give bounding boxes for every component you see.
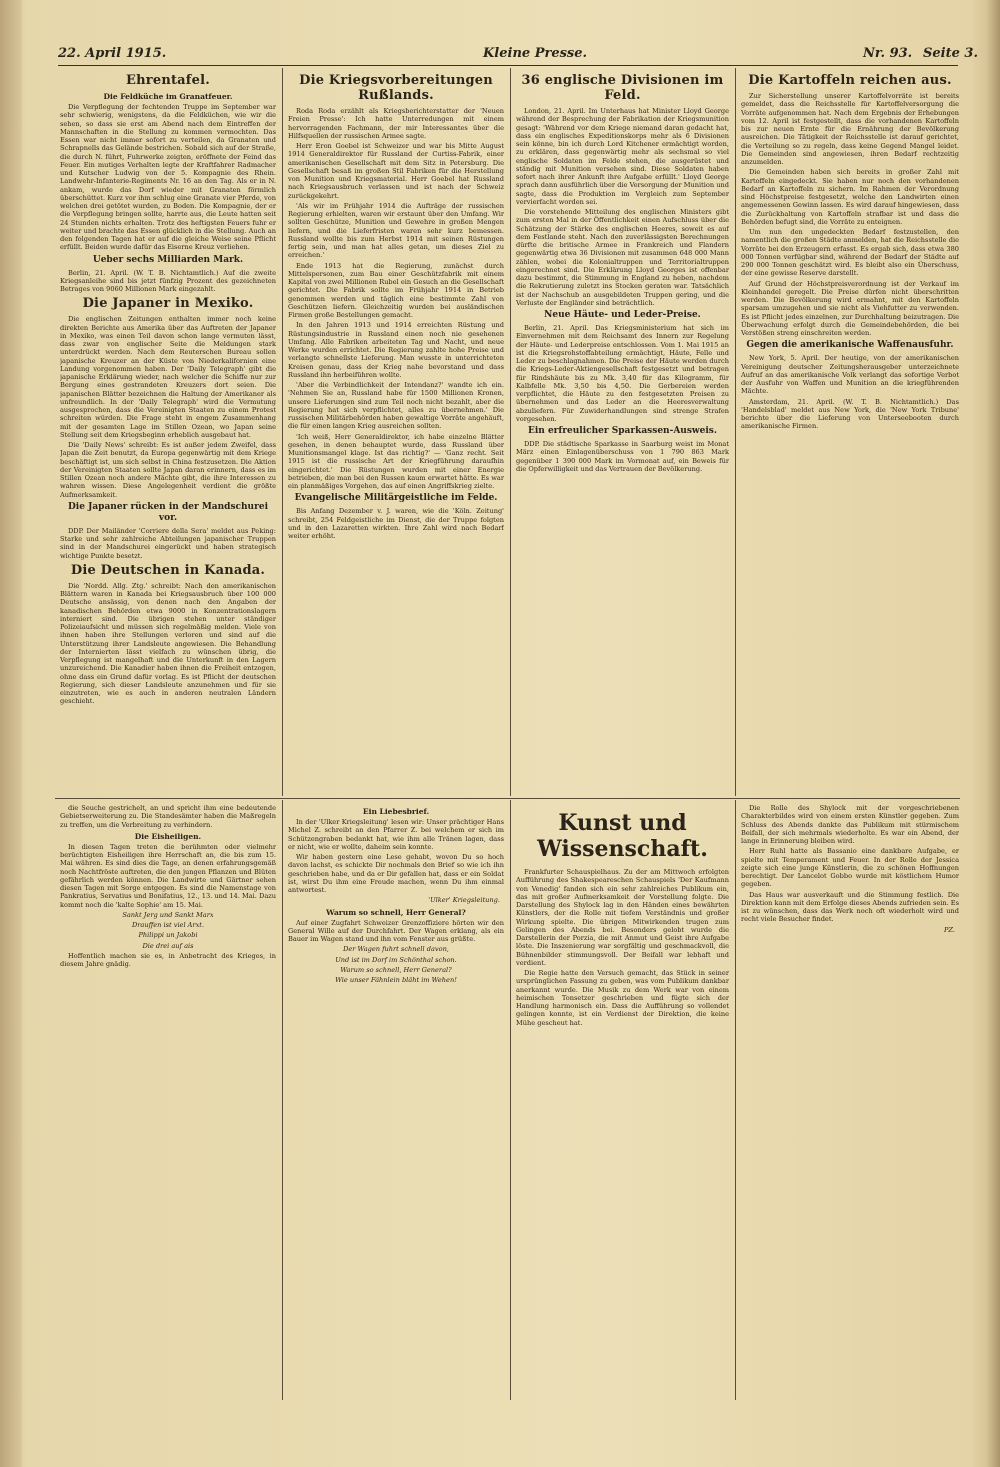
column-4 bbox=[741, 70, 959, 796]
feuilleton-column-3 bbox=[516, 804, 729, 1400]
feuilleton-column-4 bbox=[741, 804, 959, 1400]
article-text: 'Als wir im Frühjahr 1914 die Aufträge der russischen Regierung erhielten, waren wir erstaunt über den Umfang. Wir sollten Geschütze, Munition und Gewehre in großen Mengen liefern, und die Lieferfristen waren sehr kurz bemessen. Russland wollte bis zum Herbst 1914 mit seinen Rüstungen fertig sein, und man hat alles getan, um dieses Ziel zu erreichen.' bbox=[288, 201, 504, 260]
header-rule bbox=[58, 65, 958, 66]
article-text: Roda Roda erzählt als Kriegsberichterstatter der 'Neuen Freien Presse': Ich hatte Unterredungen mit einem hervorragenden Fachmann, der mir Interessantes über die Hilfsquellen der russischen Armee sagte. bbox=[288, 107, 504, 140]
column-rule bbox=[735, 800, 736, 1400]
article-title: Die Japaner rücken in der Mandschurei vor. bbox=[68, 501, 268, 523]
article-text: Die 'Nordd. Allg. Ztg.' schreibt: Nach den amerikanischen Blättern waren in Kanada bei Kriegsausbruch über 100 000 Deutsche ansässig, von denen nach den Angaben der kanadischen Behörden etwa 9000 in Konzentrationslagern interniert sind. Die übrigen stehen unter ständiger Polizeiaufsicht und müssen sich regelmäßig melden. Viele von ihnen haben ihre Stellungen verloren und sind auf die Unterstützung ihrer Landsleute angewiesen. Die Behandlung der Internierten lässt vielfach zu wünschen übrig, die Verpflegung ist mangelhaft und die Unterkunft in den Lagern unzureichend. Die Kanadier haben ihnen die Freiheit entzogen, ohne dass ein Grund dafür vorlag. Es ist Pflicht der deutschen Regierung, sich dieser Landsleute anzunehmen und für sie einzutreten, wie es auch in anderen neutralen Ländern geschieht. bbox=[60, 581, 276, 706]
feuilleton-column-1 bbox=[60, 804, 276, 1400]
article-text: Amsterdam, 21. April. (W. T. B. Nichtamtlich.) Das 'Handelsblad' meldet aus New York, die 'New York Tribune' berichte über die Lieferung von Unterseebooten durch amerikanische Firmen. bbox=[741, 397, 959, 431]
verse-line: Sankt Jerg und Sankt Marx bbox=[122, 910, 214, 919]
article-subtitle: Die Feldküche im Granatfeuer. bbox=[103, 92, 233, 101]
article-text: Die englischen Zeitungen enthalten immer noch keine direkten Berichte aus Amerika über das Auftreten der Japaner in Mexiko, was einen Teil davon schon lange vermuten lässt, dass zwar von englischer Seite die Meldungen stark unterdrückt werden. Nach dem Reuterschen Bureau sollen japanische Kreuzer an der Küste von Niederkalifornien eine Landung vorgenommen haben. Der 'Daily Telegraph' gibt die japanische Erklärung wieder, nach welcher die Schiffe nur zur Bergung eines gestrandeten Kreuzers dort seien. Die japanischen Blätter bezeichnen die Haltung der Amerikaner als unfreundlich. In der 'Daily Telegraph' wird die Vermutung ausgesprochen, dass die Vereinigten Staaten zu einem Protest schreiten würden. Die Frage steht in engem Zusammenhang mit der gesamten Lage im Stillen Ozean, wo Japan seine Stellung seit dem Kriegsbeginn erheblich ausgebaut hat. bbox=[60, 315, 276, 439]
article-title: Ueber sechs Milliarden Mark. bbox=[92, 254, 244, 265]
column-3 bbox=[516, 70, 729, 796]
article-title: Die Kriegsvorbereitungen Rußlands. bbox=[299, 73, 493, 103]
section-rule bbox=[55, 798, 960, 799]
article-text: In den Jahren 1913 und 1914 erreichten Rüstung und Rüstungsindustrie in Russland einen noch nie gesehenen Umfang. Alle Fabriken arbeiteten Tag und Nacht, und neue Werke wurden errichtet. Die Regierung zahlte hohe Preise und verlangte schnellste Lieferung. Man wusste in unterrichteten Kreisen genau, dass der Krieg nahe bevorstand und dass Russland ihn herbeiführen wollte. bbox=[288, 321, 504, 379]
article-title: Die Eisheiligen. bbox=[134, 831, 202, 841]
article-text: London, 21. April. Im Unterhaus hat Minister Lloyd George während der Besprechung der Fabrikation der Kriegsmunition gesagt: 'Während vor dem Kriege niemand daran gedacht hat, dass ein englisches Expeditionskorps mehr als 6 Divisionen sein könne, bin ich durch Lord Kitchener ermächtigt worden, zu erklären, dass gegenwärtig mehr als sechsmal so viel englische Soldaten im Felde stehen, die ausgerüstet und ständig mit Munition versehen sind. Diese Soldaten haben sofort nach ihrer Ankunft ihre Aufgabe erfüllt.' Lloyd George sprach dann ausführlich über die Versorgung der Munition und sagte, dass die Produktion im Vergleich zum September vervierfacht worden sei. bbox=[516, 107, 729, 206]
verse-line: Die drei auf ais bbox=[142, 941, 194, 950]
column-1 bbox=[60, 70, 276, 796]
column-rule bbox=[735, 68, 736, 796]
article-text: Die Regie hatte den Versuch gemacht, das Stück in seiner ursprünglichen Fassung zu geben, was vom Publikum dankbar anerkannt wurde. Die Musik zu dem Werk war von einem heimischen Tonsetzer geschrieben und fügte sich der Handlung harmonisch ein. Dass die Aufführung so vollendet gelingen konnte, ist ein Verdienst der Direktion, die keine Mühe gescheut hat. bbox=[516, 969, 729, 1027]
article-text: Hoffentlich machen sie es, in Anbetracht des Krieges, in diesem Jahre gnädig. bbox=[60, 951, 276, 968]
binding-spine bbox=[0, 0, 22, 1467]
article-text: In der 'Ulker Kriegsleitung' lesen wir: Unser prächtiger Hans Michel Z. schreibt an den Pfarrer Z. bei welchem er sich im Schützengraben bedankt hat, wie ihm alle Tränen lagen, dass er nicht, wie er wollte, daheim sein konnte. bbox=[288, 818, 504, 851]
article-title: Ein erfreulicher Sparkassen-Ausweis. bbox=[527, 426, 718, 436]
article-title: Die Kartoffeln reichen aus. bbox=[748, 73, 952, 88]
header-issue: Nr. 93. bbox=[863, 46, 913, 61]
verse-line: Philippi un Jakobi bbox=[138, 931, 198, 940]
article-text: die Seuche gestrichelt, an und spricht ihm eine bedeutende Gebietserweiterung zu. Die Standesämter haben die Maßregeln zu treffen, um die Verbreitung zu verhindern. bbox=[60, 804, 276, 829]
article-text: New York, 5. April. Der heutige, von der amerikanischen Vereinigung deutscher Zeitungsherausgeber unterzeichnete Aufruf an das amerikanische Volk verlangt das sofortige Verbot der Ausfuhr von Waffen und Munition an die kriegführenden Mächte. bbox=[741, 354, 959, 396]
article-signature: PZ. bbox=[944, 925, 955, 934]
article-title: Die Japaner in Mexiko. bbox=[82, 296, 254, 312]
article-text: Zur Sicherstellung unserer Kartoffelvorräte ist bereits gemeldet, dass die Reichsstelle für Kartoffelversorgung die Vorräte aufgenommen hat. Nach dem Ergebnis der Erhebungen vom 12. April ist festgestellt, dass die vorhandenen Kartoffeln bis zur neuen Ernte für die Ernährung der Bevölkerung ausreichen. Die Tätigkeit der Reichsstelle ist darauf gerichtet, die Verteilung so zu regeln, dass keine Gegend Mangel leidet. Die Gemeinden sind angewiesen, ihren Bedarf rechtzeitig anzumelden. bbox=[741, 92, 959, 166]
article-text: 'Ich weiß, Herr Generaldirektor, ich habe einzelne Blätter gesehen, in denen behauptet wurde, dass Russland über Munitionsmangel klage. Ist das richtig?' — 'Ganz recht. Seit 1915 ist die russische Art der Kriegführung daraufhin eingerichtet.' Die Rüstungen wurden mit einer Energie betrieben, die man bei den Russen kaum erwartet hätte. Es war ein planmäßiges Vorgehen, das auf einen Angriffskrieg zielte. bbox=[288, 432, 504, 490]
article-text: Die Verpflegung der fechtenden Truppe im September war sehr schwierig, wenigstens, da die Feldküchen, wie wir die sehen, so dass sie erst am Abend nach dem Eintreffen der Mannschaften in die Stellung zu kommen vermochten. Das Essen war nicht immer sofort zu verteilen, da Granaten und Schrapnells das Gelände bestrichen. Sobald sich auf der Straße, die durch N. führt, Fuhrwerke zeigten, eröffnete der Feind das Feuer. Ein mutiges Verhalten legte der Kraftfahrer Radmacher und Kutscher Ludwig von der 5. Kompagnie des Rhein. Landwehr-Infanterie-Regiments Nr. 16 an den Tag. Als er in N. ankam, wurde das Dorf wieder mit Granaten förmlich überschüttet. Kurz vor ihm schlug eine Granate vier Pferde, von welchen drei getötet wurden, zu Boden. Die Kompagnie, der er die Verpflegung bringen sollte, harrte aus, die Leute hatten seit 24 Stunden nichts erhalten. Trotz des heftigsten Feuers fuhr er weiter und brachte das Essen glücklich in die Stellung. Auch an den folgenden Tagen hat er auf die gleiche Weise seine Pflicht erfüllt. Beiden wurde dafür das Eiserne Kreuz verliehen. bbox=[60, 103, 276, 252]
feuilleton-column-2 bbox=[288, 804, 504, 1400]
article-text: Berlin, 21. April. Das Kriegsministerium hat sich im Einvernehmen mit dem Reichsamt des Innern zur Regelung der Häute- und Lederpreise entschlossen. Vom 1. Mai 1915 an ist die Kriegsrohstoffabteilung ermächtigt, Häute, Felle und Leder zu beschlagnahmen. Die Preise der Häute werden durch die Kriegs-Leder-Aktiengesellschaft festgesetzt und betragen für Rindshäute bis zu Mk. 3,40 für das Kilogramm, für Kalbfelle Mk. 3,50 bis 4,50. Die Gerbereien werden verpflichtet, die Häute zu den festgesetzten Preisen zu übernehmen und das Leder an die Heeresverwaltung abzuliefern. Für Zuwiderhandlungen sind strenge Strafen vorgesehen. bbox=[516, 324, 729, 423]
page-header bbox=[58, 44, 978, 66]
verse-line: Warum so schnell, Herr General? bbox=[340, 965, 452, 974]
section-title: Kunst und Wissenschaft. bbox=[537, 810, 708, 862]
article-text: Das Haus war ausverkauft und die Stimmung festlich. Die Direktion kann mit dem Erfolge dieses Abends zufrieden sein. Es ist zu wünschen, dass das Werk noch oft wiederholt wird und recht viele Besucher findet. bbox=[741, 890, 959, 924]
column-rule bbox=[282, 800, 283, 1400]
article-signature: 'Ulker' Kriegsleitung. bbox=[428, 896, 500, 905]
verse-line: Und ist im Dorf im Schönthal schon. bbox=[335, 955, 457, 964]
article-title: Die Deutschen in Kanada. bbox=[70, 562, 266, 578]
article-text: 'Aber die Verbindlichkeit der Intendanz?' wandte ich ein. 'Nehmen Sie an, Russland habe für 1500 Millionen Kronen, unsere Lieferungen sind zum Teil noch nicht bezahlt, aber die Regierung hat sich verpflichtet, alles zu übernehmen.' Die russischen Militärbehörden haben gewaltige Vorräte angehäuft, die für einen langen Krieg ausreichen sollten. bbox=[288, 381, 504, 431]
article-title: Neue Häute- und Leder-Preise. bbox=[544, 310, 701, 320]
article-title: Evangelische Militärgeistliche im Felde. bbox=[294, 493, 498, 504]
article-title: Warum so schnell, Herr General? bbox=[326, 907, 466, 917]
article-text: Bis Anfang Dezember v. J. waren, wie die 'Köln. Zeitung' schreibt, 254 Feldgeistliche im Dienst, die der Truppe folgten und in den Lazaretten wirkten. Ihre Zahl wird nach Bedarf weiter erhöht. bbox=[288, 507, 504, 540]
column-rule bbox=[510, 68, 511, 796]
article-text: Ende 1913 hat die Regierung, zunächst durch Mittelspersonen, zum Bau einer Geschützfabrik mit einem Kapital von zwei Millionen Rubel ein Gesuch an die Gesellschaft gerichtet. Die Fabrik sollte im Frühjahr 1914 in Betrieb genommen werden und täglich eine bestimmte Zahl von Geschützen liefern. Gleichzeitig wurden bei ausländischen Firmen große Bestellungen gemacht. bbox=[288, 261, 504, 319]
article-text: Die vorstehende Mitteilung des englischen Ministers gibt zum ersten Mal in der Öffentlichkeit einen Aufschluss über die Schätzung der Stärke des englischen Heeres, soweit es auf dem Festlande steht. Nach den zuverlässigsten Berechnungen dürfte die britische Armee in Frankreich und Flandern gegenwärtig etwa 36 Divisionen mit zusammen 648 000 Mann zählen, wobei die Kolonialtruppen und Territorialtruppen eingerechnet sind. Die Erklärung Lloyd Georges ist offenbar dazu bestimmt, die Stimmung in England zu heben, nachdem die Rekrutierung zuletzt ins Stocken geraten war. Tatsächlich ist der Nachschub an ausgebildeten Truppen gering, und die Verluste der Engländer sind beträchtlich. bbox=[516, 208, 729, 307]
article-text: DDP. Die städtische Sparkasse in Saarburg weist im Monat März einen Einlagenüberschuss von 1 790 863 Mark gegenüber 1 390 000 Mark im Vormonat auf, ein Beweis für die Opferwilligkeit und das Vertrauen der Bevölkerung. bbox=[516, 440, 729, 473]
column-2 bbox=[288, 70, 504, 796]
article-text: Frankfurter Schauspielhaus. Zu der am Mittwoch erfolgten Aufführung des Shakespeareschen Schauspiels 'Der Kaufmann von Venedig' fanden sich ein sehr zahlreiches Publikum ein, das mit großer Aufmerksamkeit der Vorstellung folgte. Die Darstellung des Shylock lag in den Händen eines bewährten Künstlers, der die Rolle mit tiefem Verständnis und großer Wirkung spielte. Die übrigen Mitwirkenden trugen zum Gelingen des Abends bei. Besonders gelobt wurde die Darstellerin der Porzia, die mit Anmut und Geist ihre Aufgabe löste. Die Inszenierung war sorgfältig und geschmackvoll, die Bühnenbilder stimmungsvoll. Der Beifall war lebhaft und verdient. bbox=[516, 868, 729, 967]
article-text: DDP. Der Mailänder 'Corriere della Sera' meldet aus Peking: Starke und sehr zahlreiche Abteilungen japanischer Truppen sind in der Mandschurei eingerückt und haben strategisch wichtige Punkte besetzt. bbox=[60, 526, 276, 560]
verse-line: Der Wagen fuhrt schnell davon, bbox=[343, 945, 449, 954]
header-paper-name: Kleine Presse. bbox=[483, 46, 588, 61]
article-text: Die 'Daily News' schreibt: Es ist außer jedem Zweifel, dass Japan die Zeit benutzt, da Europa gegenwärtig mit dem Kriege beschäftigt ist, um sich selbst in China festzusetzen. Die Aktion der Vereinigten Staaten sollte Japan daran erinnern, dass es im Stillen Ozean noch andere Mächte gibt, die ihre Interessen zu wahren wissen. Diese Angelegenheit verdient die größte Aufmerksamkeit. bbox=[60, 441, 276, 499]
article-title: 36 englische Divisionen im Feld. bbox=[521, 73, 724, 103]
article-text: Auf Grund der Höchstpreisverordnung ist der Verkauf im Kleinhandel geregelt. Die Preise dürfen nicht überschritten werden. Die Bevölkerung wird ermahnt, mit den Kartoffeln sparsam umzugehen und sie nicht als Viehfutter zu verwenden. Es ist Pflicht jedes einzelnen, zur Durchhaltung beizutragen. Die Überwachung erfolgt durch die Gemeindebehörden, die bei Verstößen streng einschreiten werden. bbox=[741, 279, 959, 337]
article-text: Herr Ruhl hatte als Bassanio eine dankbare Aufgabe, er spielte mit Temperament und Feuer. In der Rolle der Jessica zeigte sich eine junge Künstlerin, die zu schönen Hoffnungen berechtigt. Der Lancelot Gobbo wurde mit köstlichem Humor gegeben. bbox=[741, 847, 959, 889]
article-title: Ein Liebesbrief. bbox=[362, 807, 430, 816]
article-title: Gegen die amerikanische Waffenausfuhr. bbox=[746, 340, 954, 351]
article-title: Ehrentafel. bbox=[126, 73, 210, 88]
article-text: Herr Eron Goebel ist Schweizer und war bis Mitte August 1914 Generaldirektor für Russland der Curtiss-Fabrik, einer amerikanischen Gesellschaft mit dem Sitz in Petersburg. Die Gesellschaft besaß im großen Stil Fabriken für die Herstellung von Munition und Kriegsmaterial. Herr Goebel hat Russland nach Kriegsausbruch verlassen und ist nach der Schweiz zurückgekehrt. bbox=[288, 142, 504, 200]
article-text: Auf einer Zugfahrt Schweizer Grenzoffiziere hörten wir den General Wille auf der Durchfahrt. Der Wagen erklang, als ein Bauer im Wagen stand und ihn vom Fenster aus grüßte. bbox=[288, 918, 504, 943]
verse-line: Drauffen ist viel Arxt. bbox=[131, 921, 205, 929]
article-text: Um nun den ungedeckten Bedarf festzustellen, den namentlich die großen Städte anmelden, hat die Reichsstelle die Vorräte bei den Erzeugern erfasst. Es ergab sich, dass etwa 380 000 Tonnen verfügbar sind, während der Bedarf der Städte auf 290 000 Tonnen geschätzt wird. Es bleibt also ein Überschuss, der eine gewisse Reserve darstellt. bbox=[741, 228, 959, 278]
column-rule bbox=[282, 68, 283, 796]
article-text: Wir haben gestern eine Lese gehabt, wovon Du so hoch davon lachst, es schickte Dir nochmals den Brief so wie ich ihn geschrieben habe, und da er Dir gefallen hat, dass er ein Soldat ist, wirst Du ihm eine Freude machen, wenn Du ihm einmal antwortest. bbox=[288, 853, 504, 894]
article-text: Berlin, 21. April. (W. T. B. Nichtamtlich.) Auf die zweite Kriegsanleihe sind bis jetzt fünfzig Prozent des gezeichneten Betrages von 9060 Millionen Mark eingezahlt. bbox=[60, 268, 276, 293]
page-edge bbox=[986, 0, 1000, 1467]
article-text: Die Rolle des Shylock mit der vorgeschriebenen Charakterbildes wird von einem ersten Künstler gegeben. Zum Schluss des Abends dankte das Publikum mit stürmischem Beifall, der sich mehrmals wiederholte. Es war ein Abend, der lange in Erinnerung bleiben wird. bbox=[741, 804, 959, 845]
article-text: Die Gemeinden haben sich bereits in großer Zahl mit Kartoffeln eingedeckt. Sie haben nur noch den vorhandenen Bedarf an Kartoffeln zu sichern. Im Rahmen der Verordnung sind Höchstpreise festgesetzt, welche den Landwirten einen angemessenen Gewinn lassen. Es wird darauf hingewiesen, dass die Zurückhaltung von Kartoffeln strafbar ist und dass die Behörden befugt sind, die Vorräte zu enteignen. bbox=[741, 168, 959, 226]
header-page-number: Seite 3. bbox=[923, 46, 978, 61]
column-rule bbox=[510, 800, 511, 1400]
header-date: 22. April 1915. bbox=[58, 46, 167, 61]
article-text: In diesen Tagen treten die berühmten oder vielmehr berüchtigten Eisheiligen ihre Herrschaft an, die bis zum 15. Mai währen. Es sind dies die Tage, an denen erfahrungsgemäß noch Nachtfröste auftreten, die den jungen Pflanzen und Blüten gefährlich werden können. Die Landwirte und Gärtner sehen diesen Tagen mit Sorge entgegen. Es sind die Namenstage von Pankratius, Servatius und Bonifatius, 12., 13. und 14. Mai. Dazu kommt noch die 'kalte Sophie' am 15. Mai. bbox=[60, 842, 276, 909]
verse-line: Wie unser Fähnlein bläht im Wehen! bbox=[335, 976, 457, 984]
